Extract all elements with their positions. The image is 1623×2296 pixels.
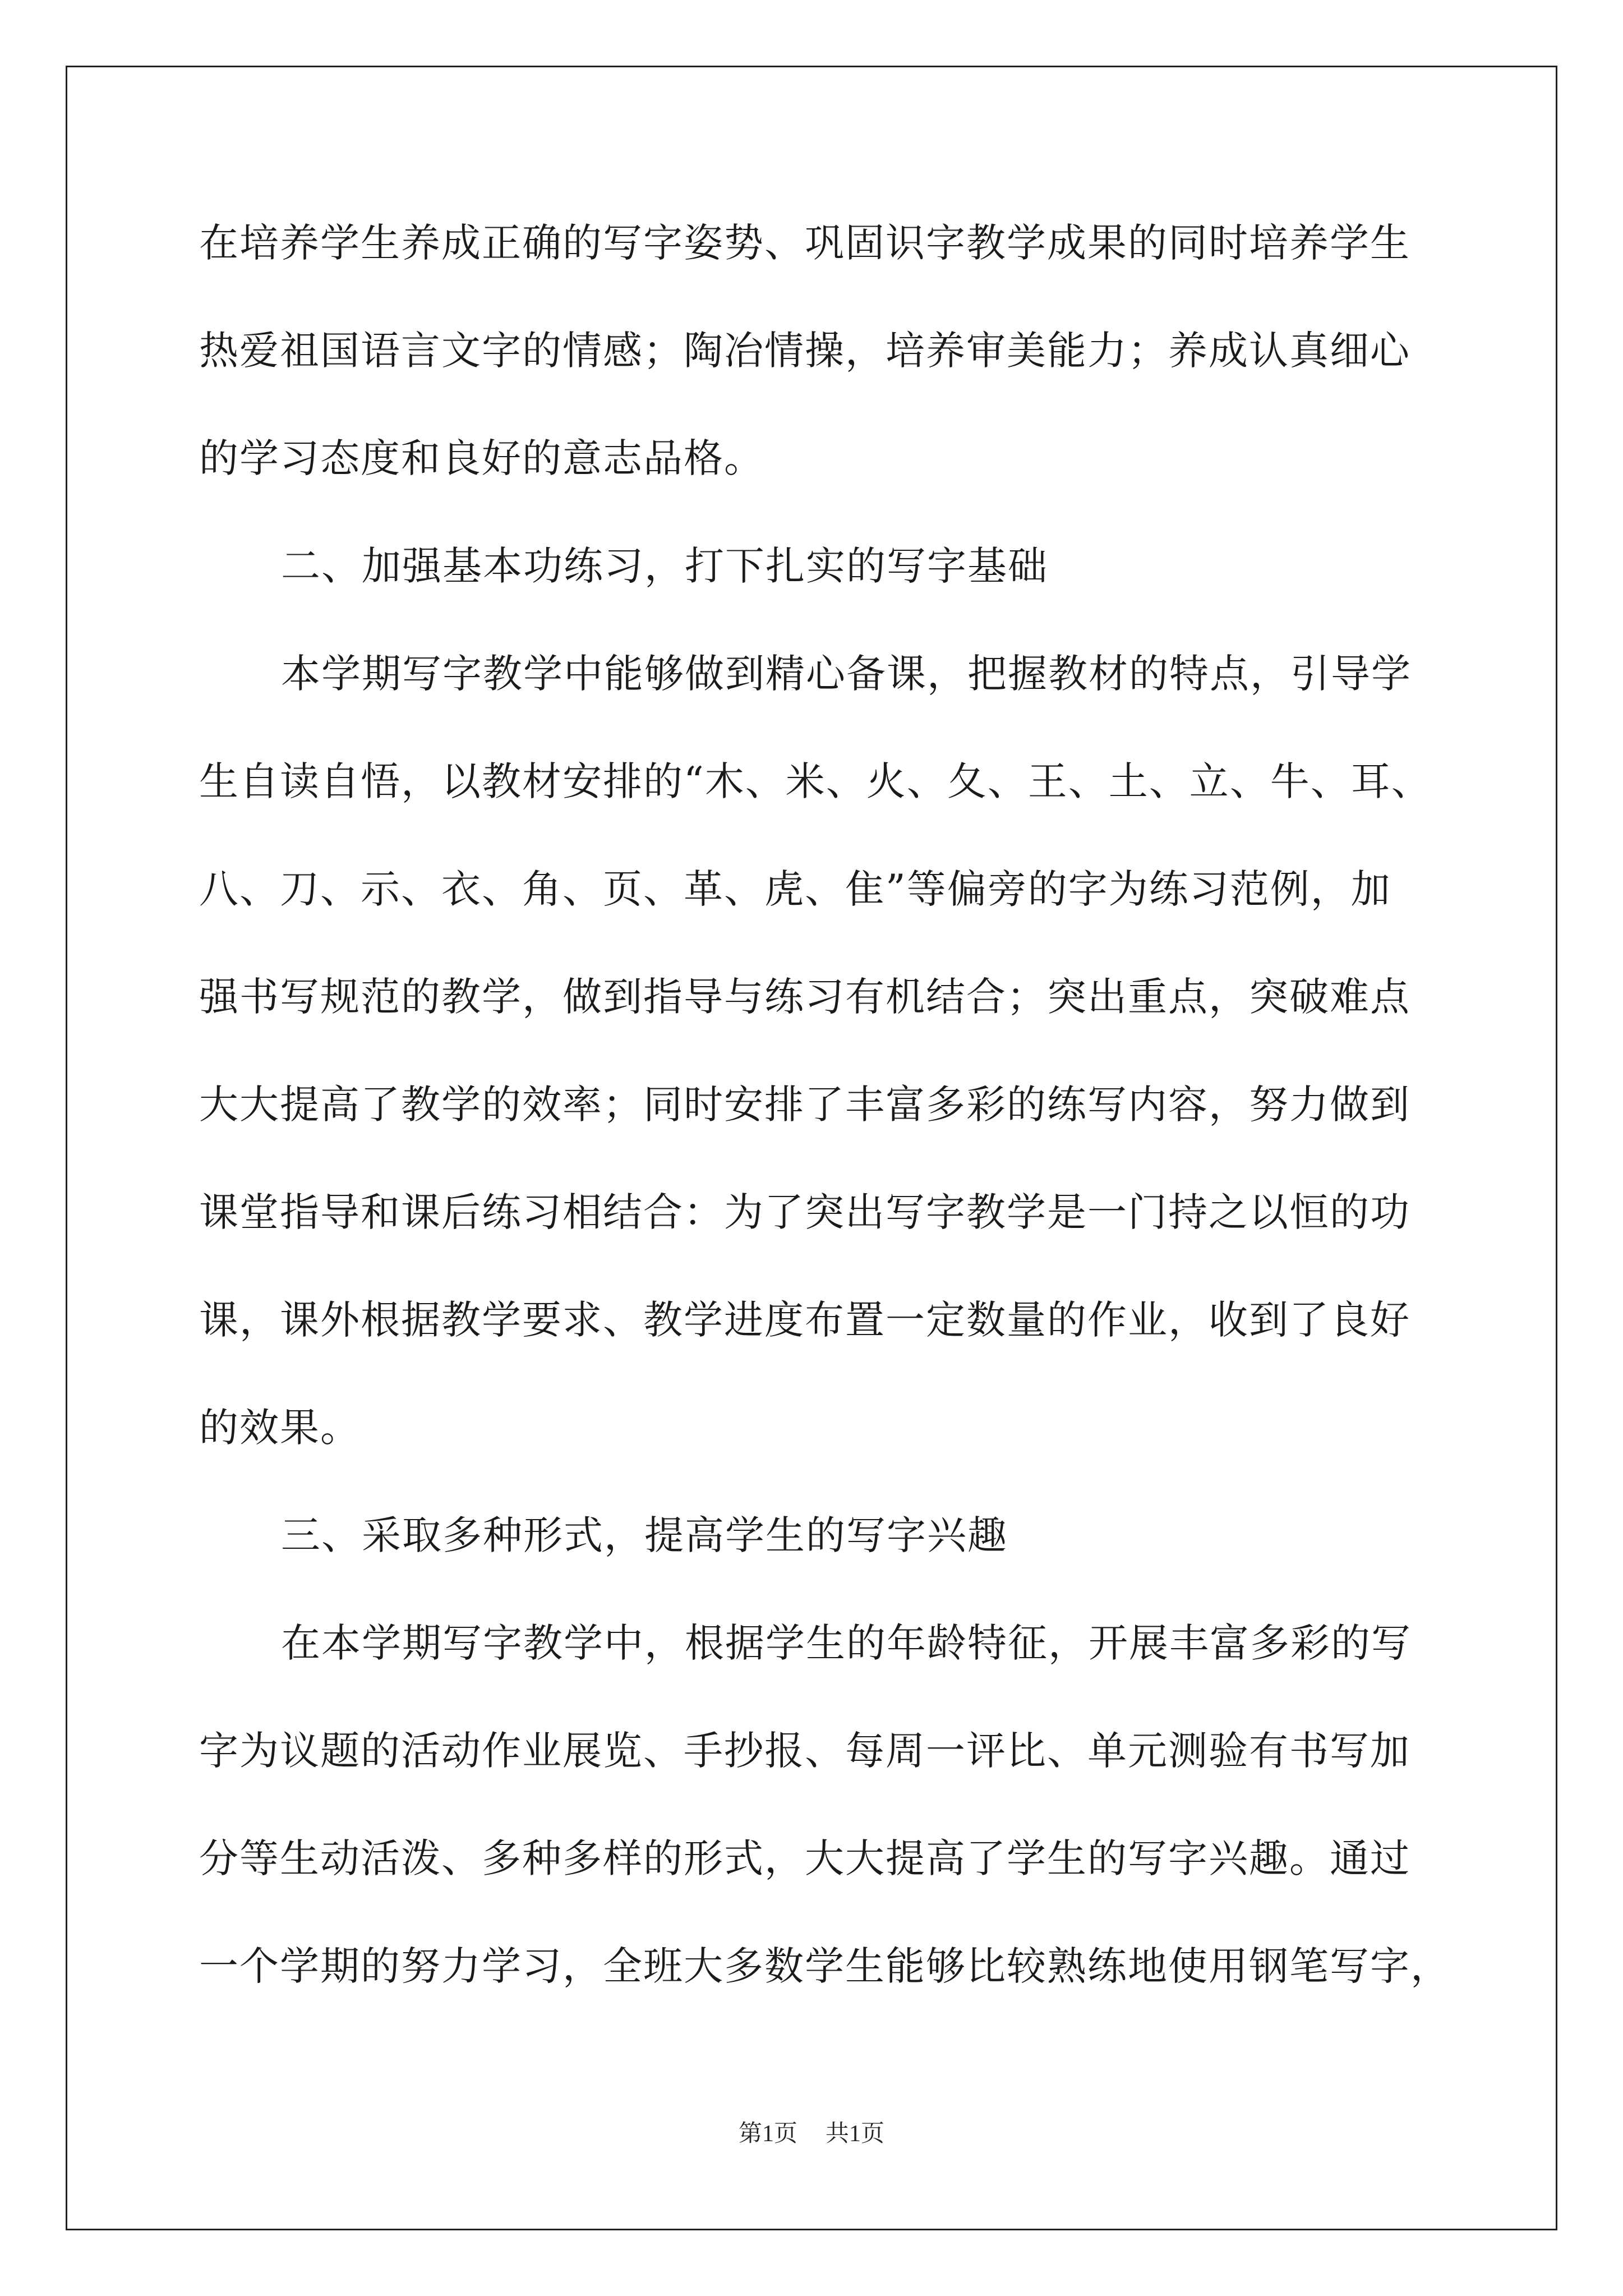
text-line: 的效果。 <box>199 1405 361 1451</box>
page-number: 第1页 <box>738 2121 797 2147</box>
section-heading: 二、加强基本功练习，打下扎实的写字基础 <box>281 543 1048 589</box>
text-line: 强书写规范的教学，做到指导与练习有机结合；突出重点，突破难点 <box>199 974 1410 1020</box>
section-heading: 三、采取多种形式，提高学生的写字兴趣 <box>281 1512 1008 1558</box>
text-line: 生自读自悟，以教材安排的“木、米、火、夂、王、土、立、牛、耳、 <box>199 758 1432 804</box>
text-line: 热爱祖国语言文字的情感；陶冶情操，培养审美能力；养成认真细心 <box>199 328 1410 374</box>
page-footer <box>0 2120 1623 2147</box>
page-total: 共1页 <box>826 2121 885 2147</box>
text-line: 本学期写字教学中能够做到精心备课，把握教材的特点，引导学 <box>281 651 1412 697</box>
text-line: 在本学期写字教学中，根据学生的年龄特征，开展丰富多彩的写 <box>281 1620 1412 1666</box>
text-line: 字为议题的活动作业展览、手抄报、每周一评比、单元测验有书写加 <box>199 1728 1410 1774</box>
text-line: 分等生动活泼、多种多样的形式，大大提高了学生的写字兴趣。通过 <box>199 1835 1410 1881</box>
text-line: 的学习态度和良好的意志品格。 <box>199 435 764 481</box>
text-line: 课堂指导和课后练习相结合：为了突出写字教学是一门持之以恒的功 <box>199 1189 1410 1235</box>
text-line: 八、刀、示、衣、角、页、革、虎、隹”等偏旁的字为练习范例，加 <box>199 866 1391 912</box>
text-line: 在培养学生养成正确的写字姿势、巩固识字教学成果的同时培养学生 <box>199 220 1410 266</box>
document-body <box>199 220 1451 2054</box>
text-line: 课，课外根据教学要求、教学进度布置一定数量的作业，收到了良好 <box>199 1297 1410 1343</box>
text-line: 一个学期的努力学习，全班大多数学生能够比较熟练地使用钢笔写字， <box>199 1943 1451 1989</box>
text-line: 大大提高了教学的效率；同时安排了丰富多彩的练写内容，努力做到 <box>199 1082 1410 1128</box>
